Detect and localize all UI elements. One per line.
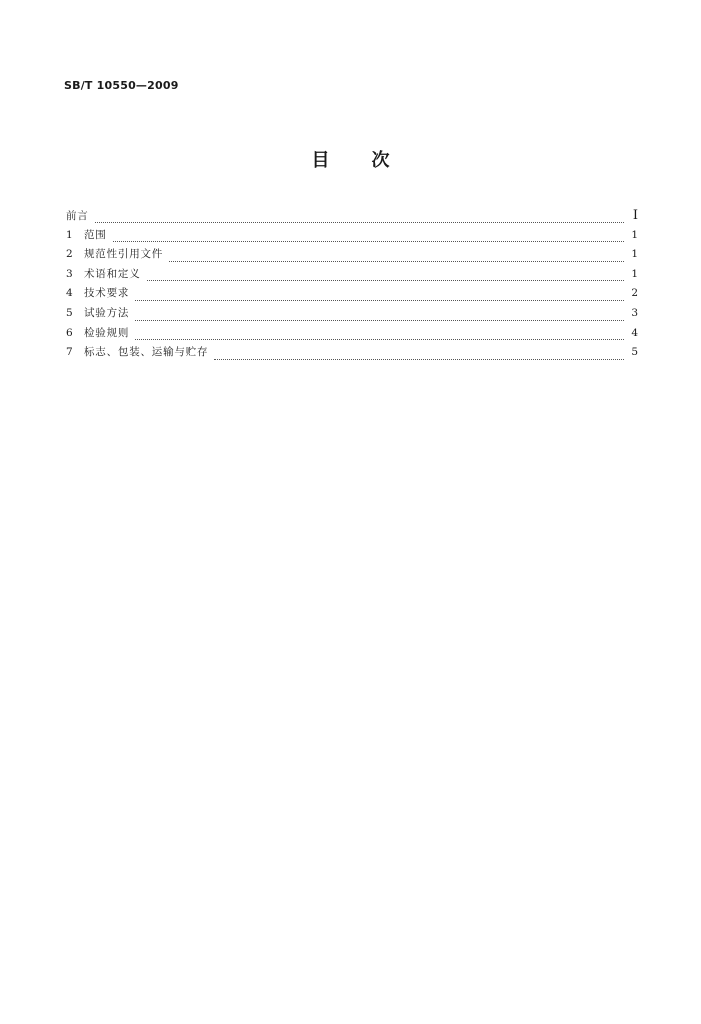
toc-entry-normative-references[interactable] (66, 245, 638, 265)
toc-entry-foreword[interactable] (66, 206, 638, 226)
toc-leader-dots (147, 280, 625, 281)
toc-leader-dots (169, 261, 624, 262)
toc-entry-label: 规范性引用文件 (84, 248, 164, 261)
toc-page-number: I (632, 208, 638, 223)
toc-entry-number: 7 (66, 346, 73, 359)
toc-entry-number: 5 (66, 306, 73, 319)
toc-entry-technical-requirements[interactable] (66, 284, 638, 304)
toc-entry-label: 试验方法 (84, 306, 130, 319)
toc-entry-terms-definitions[interactable] (66, 265, 638, 285)
toc-entry-label: 范围 (84, 228, 107, 241)
toc-leader-dots (113, 241, 624, 242)
toc-entry-number: 4 (66, 287, 73, 300)
toc-entry-scope[interactable] (66, 226, 638, 246)
toc-page-number: 4 (631, 326, 638, 339)
toc-entry-label: 技术要求 (84, 287, 130, 300)
toc-page-number: 2 (631, 287, 638, 300)
toc-leader-dots (135, 300, 624, 301)
toc-page-number: 1 (631, 228, 638, 241)
toc-entry-number: 6 (66, 326, 73, 339)
toc-page-number: 3 (631, 306, 638, 319)
standard-code: SB/T 10550—2009 (64, 79, 179, 92)
toc-entry-test-methods[interactable] (66, 304, 638, 324)
toc-leader-dots (95, 222, 624, 223)
toc-entry-label: 术语和定义 (84, 267, 141, 280)
toc-entry-label: 检验规则 (84, 326, 130, 339)
table-of-contents (66, 206, 638, 363)
toc-page-number: 5 (631, 346, 638, 359)
toc-entry-marking-packaging[interactable] (66, 343, 638, 363)
toc-leader-dots (214, 359, 624, 360)
toc-leader-dots (135, 339, 624, 340)
toc-page-number: 1 (631, 267, 638, 280)
toc-page-number: 1 (631, 248, 638, 261)
toc-entry-number: 3 (66, 267, 73, 280)
toc-entry-label: 前言 (66, 210, 89, 222)
page-title: 目次 (311, 150, 432, 171)
toc-leader-dots (135, 320, 624, 321)
toc-entry-label: 标志、包装、运输与贮存 (84, 346, 209, 359)
toc-entry-number: 1 (66, 228, 73, 241)
toc-entry-inspection-rules[interactable] (66, 324, 638, 344)
toc-entry-number: 2 (66, 248, 73, 261)
